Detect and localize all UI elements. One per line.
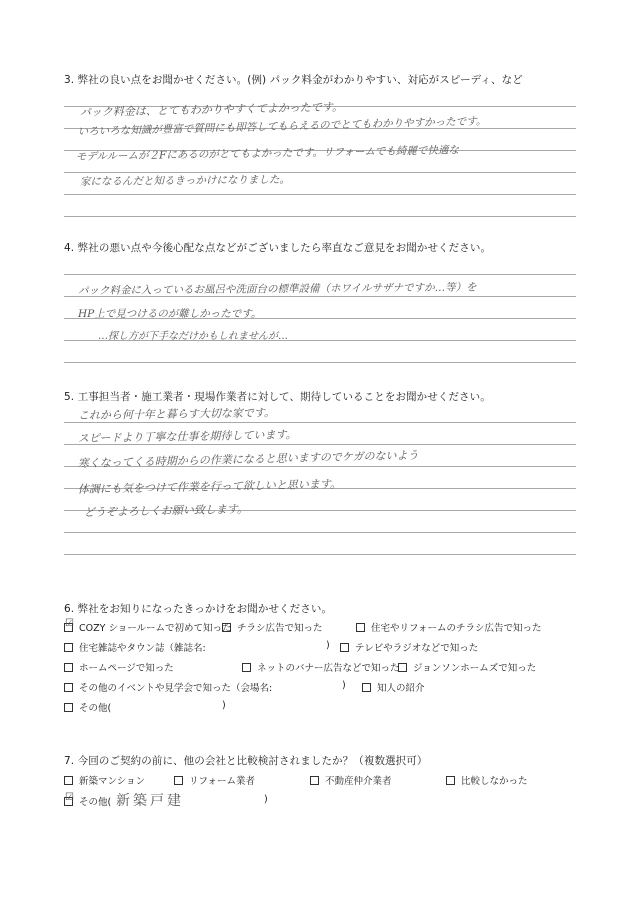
option-banner[interactable] <box>242 660 400 674</box>
answer-line <box>64 532 576 533</box>
q5-answer-line-4: 体調にも気をつけて作業を行って欲しいと思います。 <box>77 477 342 497</box>
option-label: ホームページで知った <box>79 663 174 674</box>
option-other-q7[interactable] <box>64 791 112 808</box>
answer-line <box>64 362 576 363</box>
checkbox[interactable] <box>340 643 349 652</box>
option-cozy-showroom[interactable] <box>64 617 232 634</box>
option-reform-chirashi[interactable] <box>356 620 542 634</box>
option-label: その他( <box>79 797 112 808</box>
q5-answer-line-5: どうぞよろしくお願い致します。 <box>83 502 249 520</box>
option-label: 比較しなかった <box>461 776 528 787</box>
event-close-paren: ) <box>342 680 346 691</box>
checkbox[interactable] <box>64 776 73 785</box>
q5-answer-line-1: これから何十年と暮らす大切な家です。 <box>77 406 276 423</box>
option-no-comparison[interactable] <box>446 773 528 787</box>
q5-title: 5. 工事担当者・施工業者・現場作業者に対して、期待していることをお聞かせください。 <box>64 391 491 403</box>
option-label: 新築マンション <box>79 776 146 787</box>
option-label: 不動産仲介業者 <box>325 776 392 787</box>
option-other[interactable] <box>64 700 111 714</box>
q6-title: 6. 弊社をお知りになったきっかけをお聞かせください。 <box>64 603 333 615</box>
checkbox[interactable] <box>356 623 365 632</box>
checkbox[interactable] <box>446 776 455 785</box>
magazine-close-paren: ) <box>326 640 330 651</box>
option-reform-company[interactable] <box>174 773 255 787</box>
answer-line <box>64 216 576 217</box>
option-label: 住宅雑誌やタウン誌（雑誌名: <box>79 643 206 654</box>
checkbox[interactable] <box>64 663 73 672</box>
option-label: その他( <box>79 703 112 714</box>
option-magazine[interactable] <box>64 640 206 654</box>
check-mark-icon: ☑ <box>65 617 74 629</box>
option-chirashi[interactable] <box>222 620 323 634</box>
checkbox[interactable] <box>64 703 73 712</box>
q3-answer-line-2: いろいろな知識が豊富で質問にも即答してもらえるのでとてもわかりやすかったです。 <box>77 115 487 139</box>
checkbox[interactable] <box>242 663 251 672</box>
checkbox[interactable] <box>362 683 371 692</box>
answer-line <box>64 554 576 555</box>
checkbox[interactable] <box>222 623 231 632</box>
check-mark-icon: ☑ <box>65 791 74 803</box>
option-acquaintance[interactable] <box>362 680 425 694</box>
option-label: チラシ広告で知った <box>237 623 323 634</box>
checkbox-checked[interactable] <box>64 617 74 632</box>
checkbox[interactable] <box>64 643 73 652</box>
checkbox[interactable] <box>174 776 183 785</box>
q3-answer-line-4: 家になるんだと知るきっかけになりました。 <box>79 173 290 189</box>
option-label: リフォーム業者 <box>189 776 256 787</box>
q4-answer-line-1: パック料金に入っているお風呂や洗面台の標準設備（ホワイルサザナですか…等）を <box>77 281 477 298</box>
q7-other-answer: 新築戸建 <box>116 793 184 809</box>
option-homepage[interactable] <box>64 660 174 674</box>
option-tv[interactable] <box>340 640 478 654</box>
q4-answer-line-3: …探し方が下手なだけかもしれませんが… <box>98 331 288 342</box>
option-label: ネットのバナー広告などで知った <box>257 663 400 674</box>
checkbox[interactable] <box>398 663 407 672</box>
option-label: テレビやラジオなどで知った <box>355 643 479 654</box>
other-close-paren: ) <box>222 700 226 711</box>
option-label: ジョンソンホームズで知った <box>413 663 537 674</box>
option-label: その他のイベントや見学会で知った（会場名: <box>79 683 273 694</box>
checkbox[interactable] <box>64 683 73 692</box>
q7-other-close-paren: ) <box>264 794 268 805</box>
q7-title: 7. 今回のご契約の前に、他の会社と比較検討されましたか？（複数選択可） <box>64 755 428 767</box>
option-label: 知人の紹介 <box>377 683 425 694</box>
q4-answer-line-2: HP上で見つけるのが難しかったです。 <box>78 308 262 320</box>
checkbox[interactable] <box>310 776 319 785</box>
option-real-estate[interactable] <box>310 773 392 787</box>
answer-line <box>64 422 576 423</box>
answer-line <box>64 274 576 275</box>
q3-answer-line-3: モデルルームが２Fにあるのがとてもよかったです。リフォームでも綺麗で快適な <box>75 144 460 164</box>
option-label: 住宅やリフォームのチラシ広告で知った <box>371 623 542 634</box>
option-event[interactable] <box>64 680 272 694</box>
option-label: COZY ショールームで初めて知った <box>79 623 232 634</box>
q3-title: 3. 弊社の良い点をお聞かせください。(例) パック料金がわかりやすい、対応がスピーディ、など <box>64 74 523 86</box>
answer-line <box>64 194 576 195</box>
q3-answer-line-1: パック料金は、とてもわかりやすくてよかったです。 <box>79 100 344 120</box>
q4-title: 4. 弊社の悪い点や今後心配な点などがございましたら率直なご意見をお聞かせください。 <box>64 242 492 254</box>
option-new-mansion[interactable] <box>64 773 145 787</box>
checkbox-checked[interactable] <box>64 791 74 806</box>
q5-answer-line-2: スピードより丁寧な仕事を期待しています。 <box>77 428 297 446</box>
q5-answer-line-3: 寒くなってくる時期からの作業になると思いますのでケガのないよう <box>77 448 419 471</box>
option-johnson[interactable] <box>398 660 536 674</box>
